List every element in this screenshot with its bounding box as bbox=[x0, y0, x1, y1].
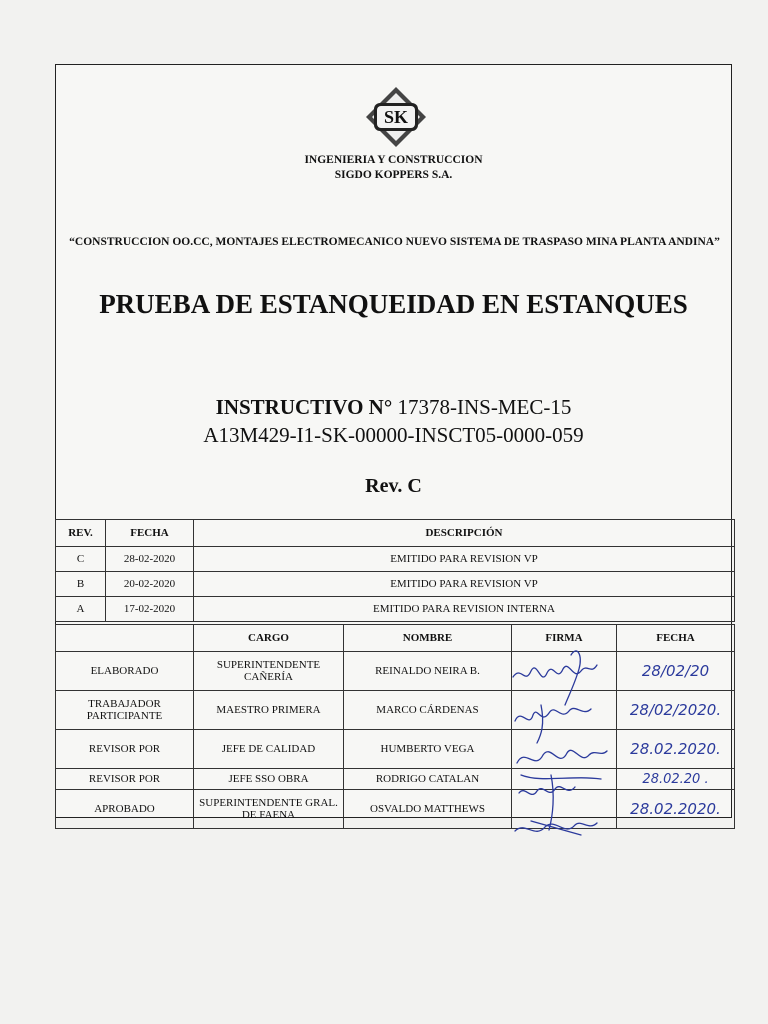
instructivo-number: 17378-INS-MEC-15 bbox=[397, 395, 572, 419]
handwritten-date: 28/02/20 bbox=[617, 652, 735, 691]
approvals-table bbox=[55, 624, 735, 829]
signature-cell bbox=[512, 790, 617, 829]
instructivo-label: INSTRUCTIVO N° bbox=[215, 395, 393, 419]
table-row bbox=[56, 652, 735, 691]
signature-cell bbox=[512, 769, 617, 790]
column-header: FECHA bbox=[106, 520, 194, 547]
handwritten-date: 28/02/2020. bbox=[617, 691, 735, 730]
nombre-cell: OSVALDO MATTHEWS bbox=[344, 790, 512, 829]
signature-cell bbox=[512, 730, 617, 769]
description-cell: EMITIDO PARA REVISION VP bbox=[194, 572, 735, 597]
cargo-cell: SUPERINTENDENTE GRAL. DE FAENA bbox=[194, 790, 344, 829]
role-cell: REVISOR POR bbox=[56, 730, 194, 769]
table-header-row bbox=[56, 520, 735, 547]
rev-cell: C bbox=[56, 547, 106, 572]
table-row bbox=[56, 730, 735, 769]
rev-cell: B bbox=[56, 572, 106, 597]
role-cell: TRABAJADOR PARTICIPANTE bbox=[56, 691, 194, 730]
table-row bbox=[56, 790, 735, 829]
cargo-cell: JEFE SSO OBRA bbox=[194, 769, 344, 790]
handwritten-date: 28.02.2020. bbox=[617, 790, 735, 829]
table-row bbox=[56, 691, 735, 730]
project-name: “CONSTRUCCION OO.CC, MONTAJES ELECTROMECANICO NUEVO SISTEMA DE TRASPASO MINA PLANTA ANDINA” bbox=[69, 236, 720, 248]
column-header: FIRMA bbox=[512, 625, 617, 652]
description-cell: EMITIDO PARA REVISION VP bbox=[194, 547, 735, 572]
sk-logo bbox=[364, 85, 428, 149]
role-cell: ELABORADO bbox=[56, 652, 194, 691]
table-header-row bbox=[56, 625, 735, 652]
document-title: PRUEBA DE ESTANQUEIDAD EN ESTANQUES bbox=[99, 289, 688, 319]
instructivo-code: A13M429-I1-SK-00000-INSCT05-0000-059 bbox=[203, 423, 584, 447]
column-header bbox=[56, 625, 194, 652]
signature-cell bbox=[512, 652, 617, 691]
revisions-table bbox=[55, 519, 735, 622]
cargo-cell: MAESTRO PRIMERA bbox=[194, 691, 344, 730]
rev-cell: A bbox=[56, 597, 106, 622]
document-page bbox=[55, 64, 732, 821]
cargo-cell: SUPERINTENDENTE CAÑERÍA bbox=[194, 652, 344, 691]
instructivo-line bbox=[56, 395, 731, 420]
table-row bbox=[56, 769, 735, 790]
nombre-cell: REINALDO NEIRA B. bbox=[344, 652, 512, 691]
company-line1: INGENIERIA Y CONSTRUCCION bbox=[304, 154, 483, 166]
role-cell: REVISOR POR bbox=[56, 769, 194, 790]
cargo-cell: JEFE DE CALIDAD bbox=[194, 730, 344, 769]
role-cell: APROBADO bbox=[56, 790, 194, 829]
description-cell: EMITIDO PARA REVISION INTERNA bbox=[194, 597, 735, 622]
column-header: FECHA bbox=[617, 625, 735, 652]
date-cell: 17-02-2020 bbox=[106, 597, 194, 622]
company-line2: SIGDO KOPPERS S.A. bbox=[334, 169, 453, 181]
date-cell: 20-02-2020 bbox=[106, 572, 194, 597]
nombre-cell: HUMBERTO VEGA bbox=[344, 730, 512, 769]
nombre-cell: MARCO CÁRDENAS bbox=[344, 691, 512, 730]
handwritten-date: 28.02.20 . bbox=[617, 769, 735, 790]
handwritten-date: 28.02.2020. bbox=[617, 730, 735, 769]
column-header: NOMBRE bbox=[344, 625, 512, 652]
logo-text: SK bbox=[383, 107, 409, 127]
revision-label: Rev. C bbox=[365, 475, 422, 497]
column-header: REV. bbox=[56, 520, 106, 547]
column-header: CARGO bbox=[194, 625, 344, 652]
table-row bbox=[56, 547, 735, 572]
table-row bbox=[56, 572, 735, 597]
column-header: DESCRIPCIÓN bbox=[194, 520, 735, 547]
date-cell: 28-02-2020 bbox=[106, 547, 194, 572]
signature-cell bbox=[512, 691, 617, 730]
nombre-cell: RODRIGO CATALAN bbox=[344, 769, 512, 790]
table-row bbox=[56, 597, 735, 622]
